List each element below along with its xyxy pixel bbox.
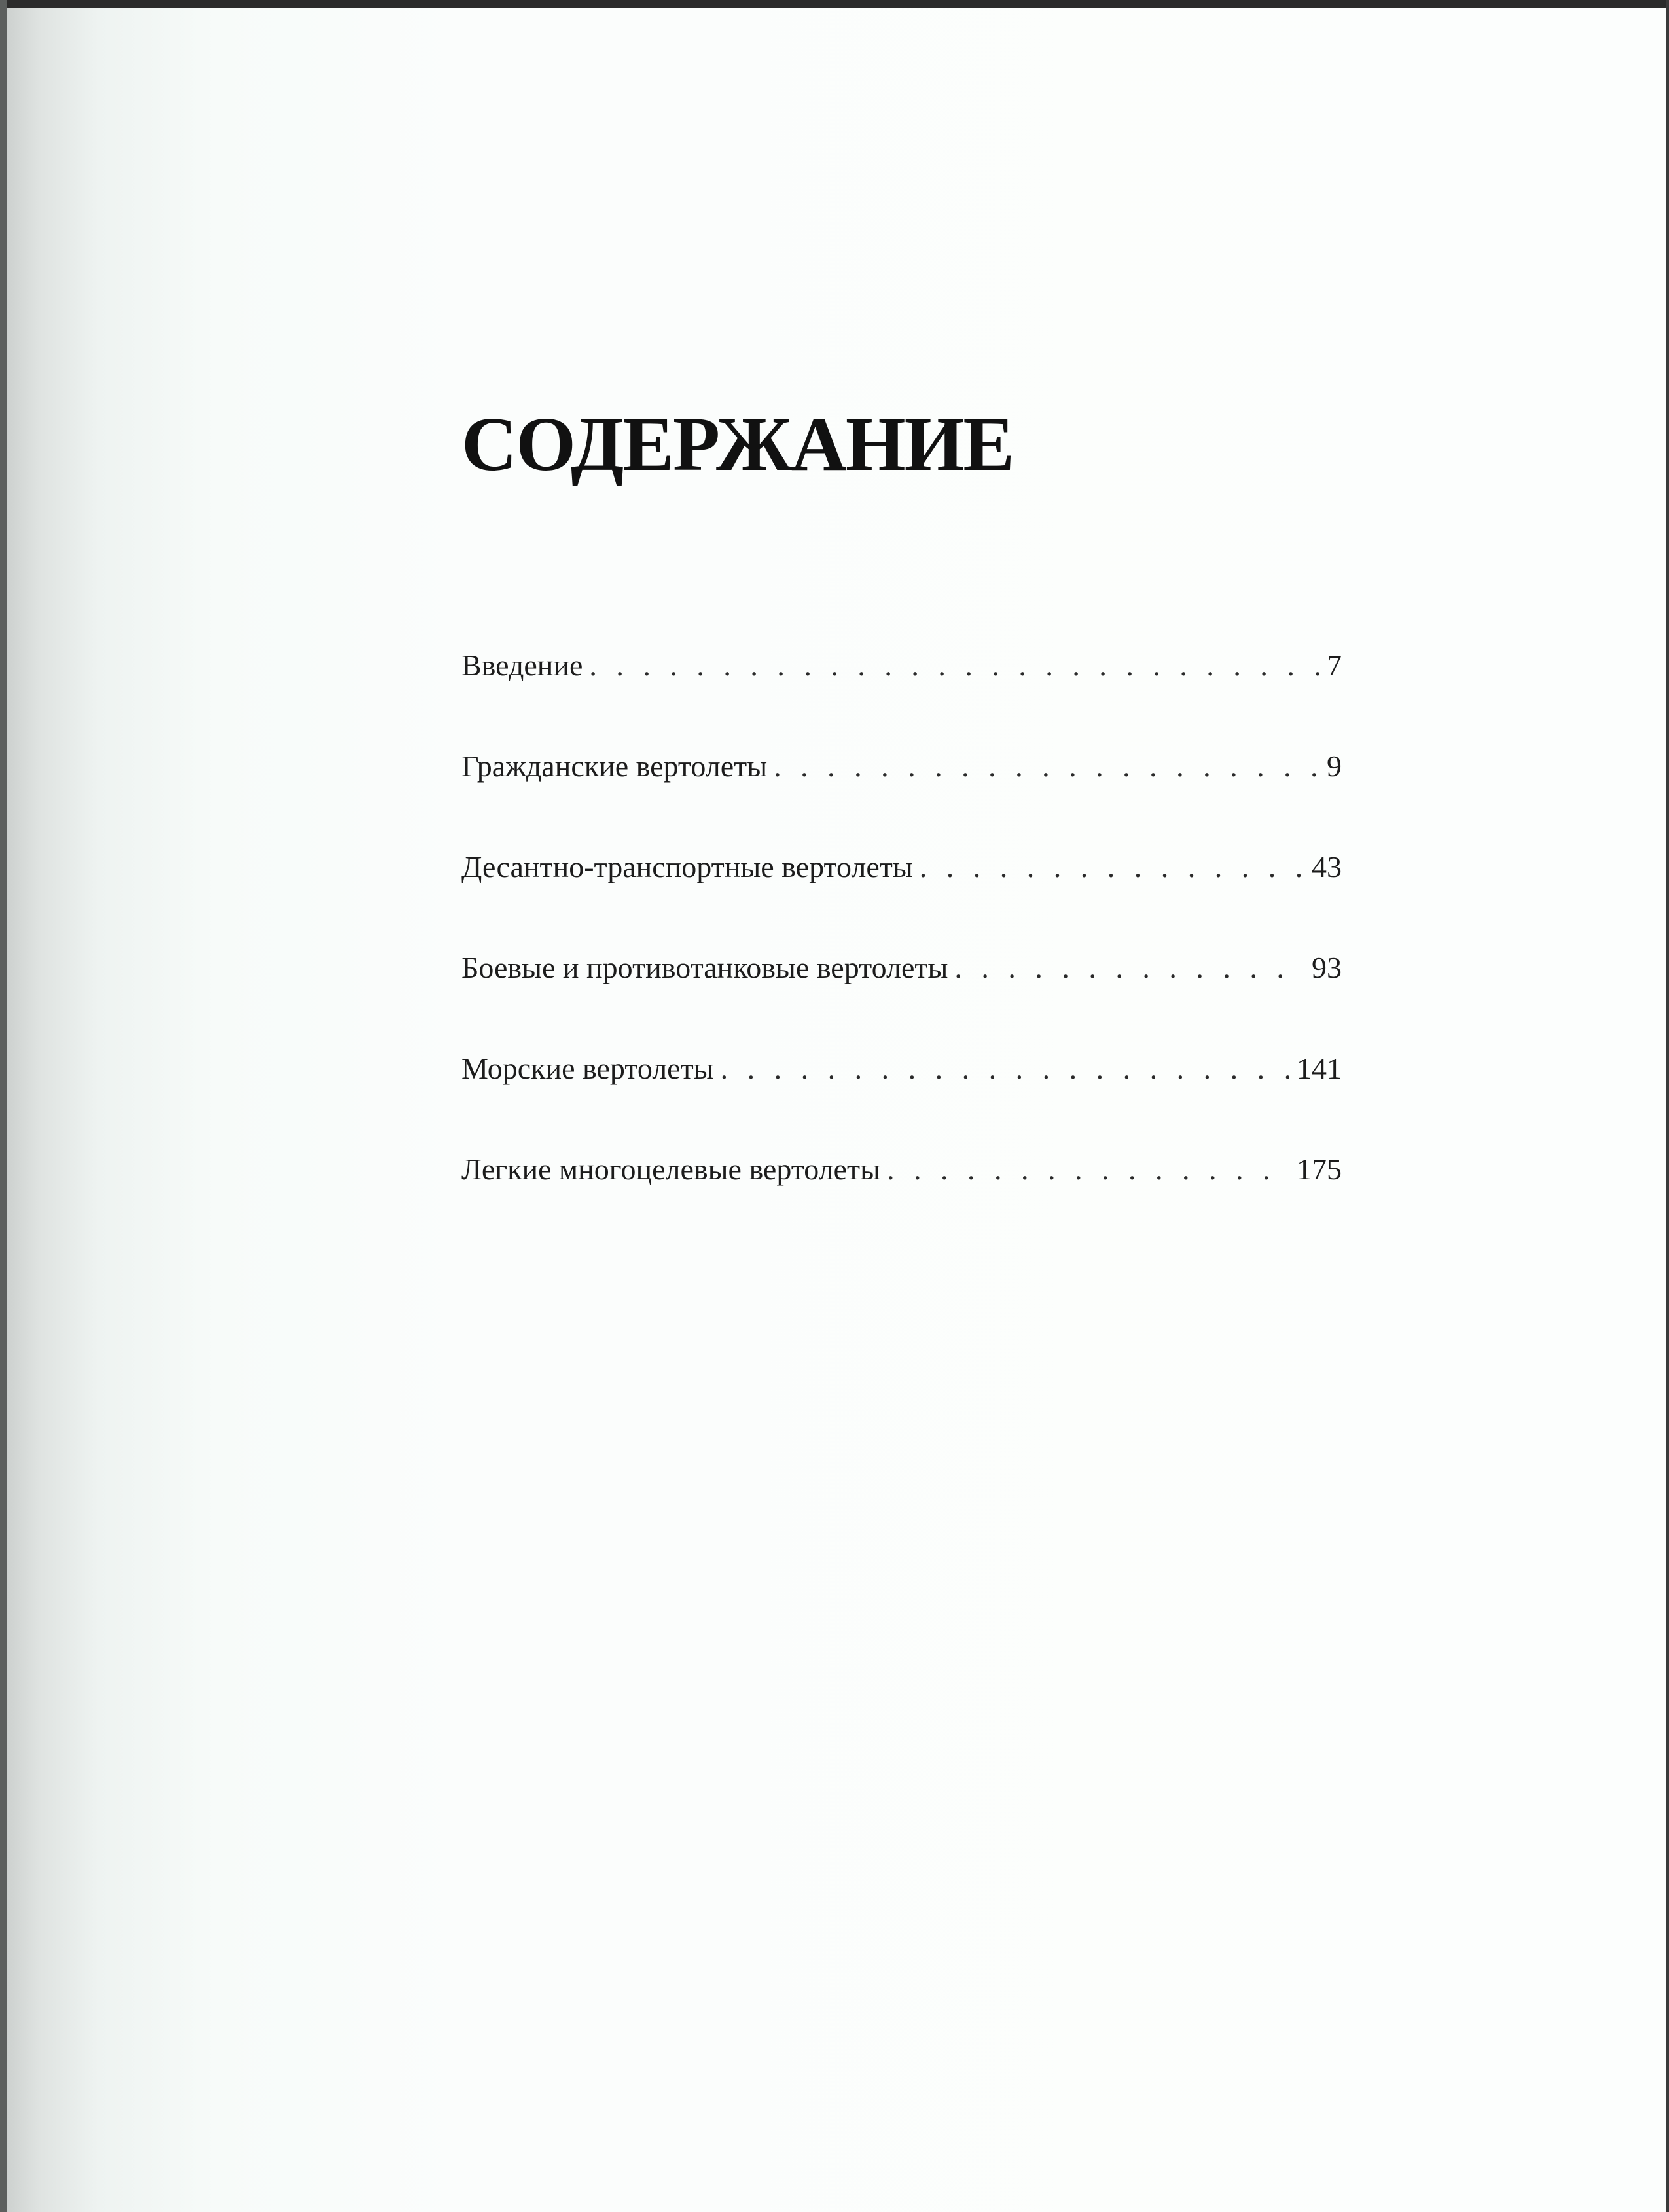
toc-list [461,648,1342,1253]
toc-entry [461,1051,1342,1152]
toc-entry-label: Десантно-транспортные вертолеты [461,850,913,883]
toc-entry-page-number: 9 [1327,749,1342,783]
toc-entry [461,950,1342,1051]
dot-leader [887,1152,1290,1186]
scan-left-edge [0,0,7,2212]
dot-leader [954,950,1305,985]
toc-entry-label: Введение [461,649,583,682]
toc-entry-label: Легкие многоцелевые вертолеты [461,1152,880,1186]
scan-top-edge [0,0,1669,8]
toc-entry [461,749,1342,849]
dot-leader [589,648,1320,683]
dot-leader [920,849,1305,884]
table-of-contents [461,401,1342,1186]
toc-entry-page-number: 43 [1312,850,1342,883]
toc-entry-page-number: 175 [1297,1152,1342,1186]
toc-entry [461,849,1342,950]
toc-entry-label: Гражданские вертолеты [461,749,768,783]
scan-right-edge [1666,0,1669,2212]
dot-leader [774,749,1320,783]
toc-entry-page-number: 93 [1312,951,1342,984]
page-title: СОДЕРЖАНИЕ [461,401,1014,487]
toc-entry-label: Морские вертолеты [461,1052,714,1085]
toc-entry-label: Боевые и противотанковые вертолеты [461,951,948,984]
toc-entry [461,1152,1342,1253]
toc-entry [461,648,1342,749]
toc-entry-page-number: 141 [1297,1052,1342,1085]
toc-entry-page-number: 7 [1327,649,1342,682]
dot-leader [721,1051,1290,1086]
